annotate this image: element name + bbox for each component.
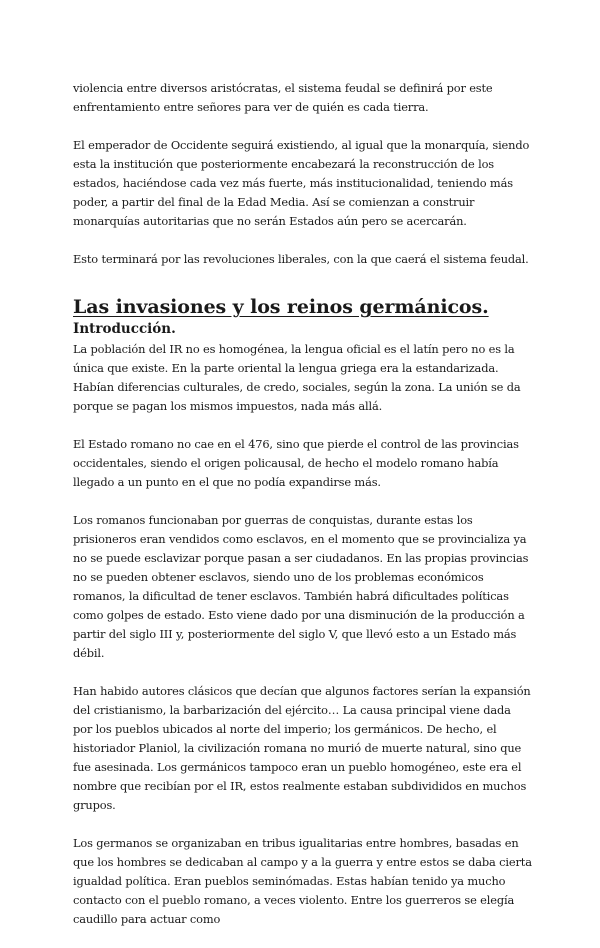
paragraph-emperor-occidente: El emperador de Occidente seguirá existiendo, al igual que la monarquía, siendo esta la institución que posteriormente encabezará la reconstrucción de los estados, haciéndose cada vez más fuerte, más institucionalidad, teniendo más poder, a partir del final de la Edad Media. Así se comienzan a construir monarquías autoritarias que no serán Estados aún pero se acercarán.	[73, 138, 530, 228]
paragraph-liberal-revolutions: Esto terminará por las revoluciones liberales, con la que caerá el sistema feudal.	[73, 252, 529, 266]
paragraph-roman-state: El Estado romano no cae en el 476, sino que pierde el control de las provincias occidentales, siendo el origen policausal, de hecho el modelo romano había llegado a un punto en el que no podía expandirse más.	[73, 437, 519, 489]
paragraph-conquest-wars: Los romanos funcionaban por guerras de conquistas, durante estas los prisioneros eran vendidos como esclavos, en el momento que se provincializa ya no se puede esclavizar porque pasan a ser ciudadanos. En las propias provincias no se pueden obtener esclavos, siendo uno de los problemas económicos romanos, la dificultad de tener esclavos. También habrá dificultades políticas como golpes de estado. Esto viene dado por una disminución de la producción a partir del siglo III y, posteriormente del siglo V, que llevó esto a un Estado más débil.	[73, 513, 529, 660]
section-title: Las invasiones y los reinos germánicos.	[73, 296, 489, 318]
section-subtitle: Introducción.	[73, 321, 176, 337]
document-content	[73, 79, 533, 948]
paragraph-feudal-violence: violencia entre diversos aristócratas, el sistema feudal se definirá por este enfrentamiento entre señores para ver de quién es cada tierra.	[73, 81, 493, 114]
paragraph-population: La población del IR no es homogénea, la lengua oficial es el latín pero no es la única que existe. En la parte oriental la lengua griega era la estandarizada. Habían diferencias culturales, de credo, sociales, según la zona. La unión se da porque se pagan los mismos impuestos, nada más allá.	[73, 342, 521, 413]
paragraph-classical-authors: Han habido autores clásicos que decían que algunos factores serían la expansión del cristianismo, la barbarización del ejército… La causa principal viene dada por los pueblos ubicados al norte del imperio; los germánicos. De hecho, el historiador Planiol, la civilización romana no murió de muerte natural, sino que fue asesinada. Los germánicos tampoco eran un pueblo homogéneo, este era el nombre que recibían por el IR, estos realmente estaban subdivididos en muchos grupos.	[73, 684, 531, 812]
paragraph-germanic-tribes: Los germanos se organizaban en tribus igualitarias entre hombres, basadas en que los hombres se dedicaban al campo y a la guerra y entre estos se daba cierta igualdad política. Eran pueblos seminómadas. Estas habían tenido ya mucho contacto con el pueblo romano, a veces violento. Entre los guerreros se elegía caudillo para actuar como	[73, 836, 532, 926]
